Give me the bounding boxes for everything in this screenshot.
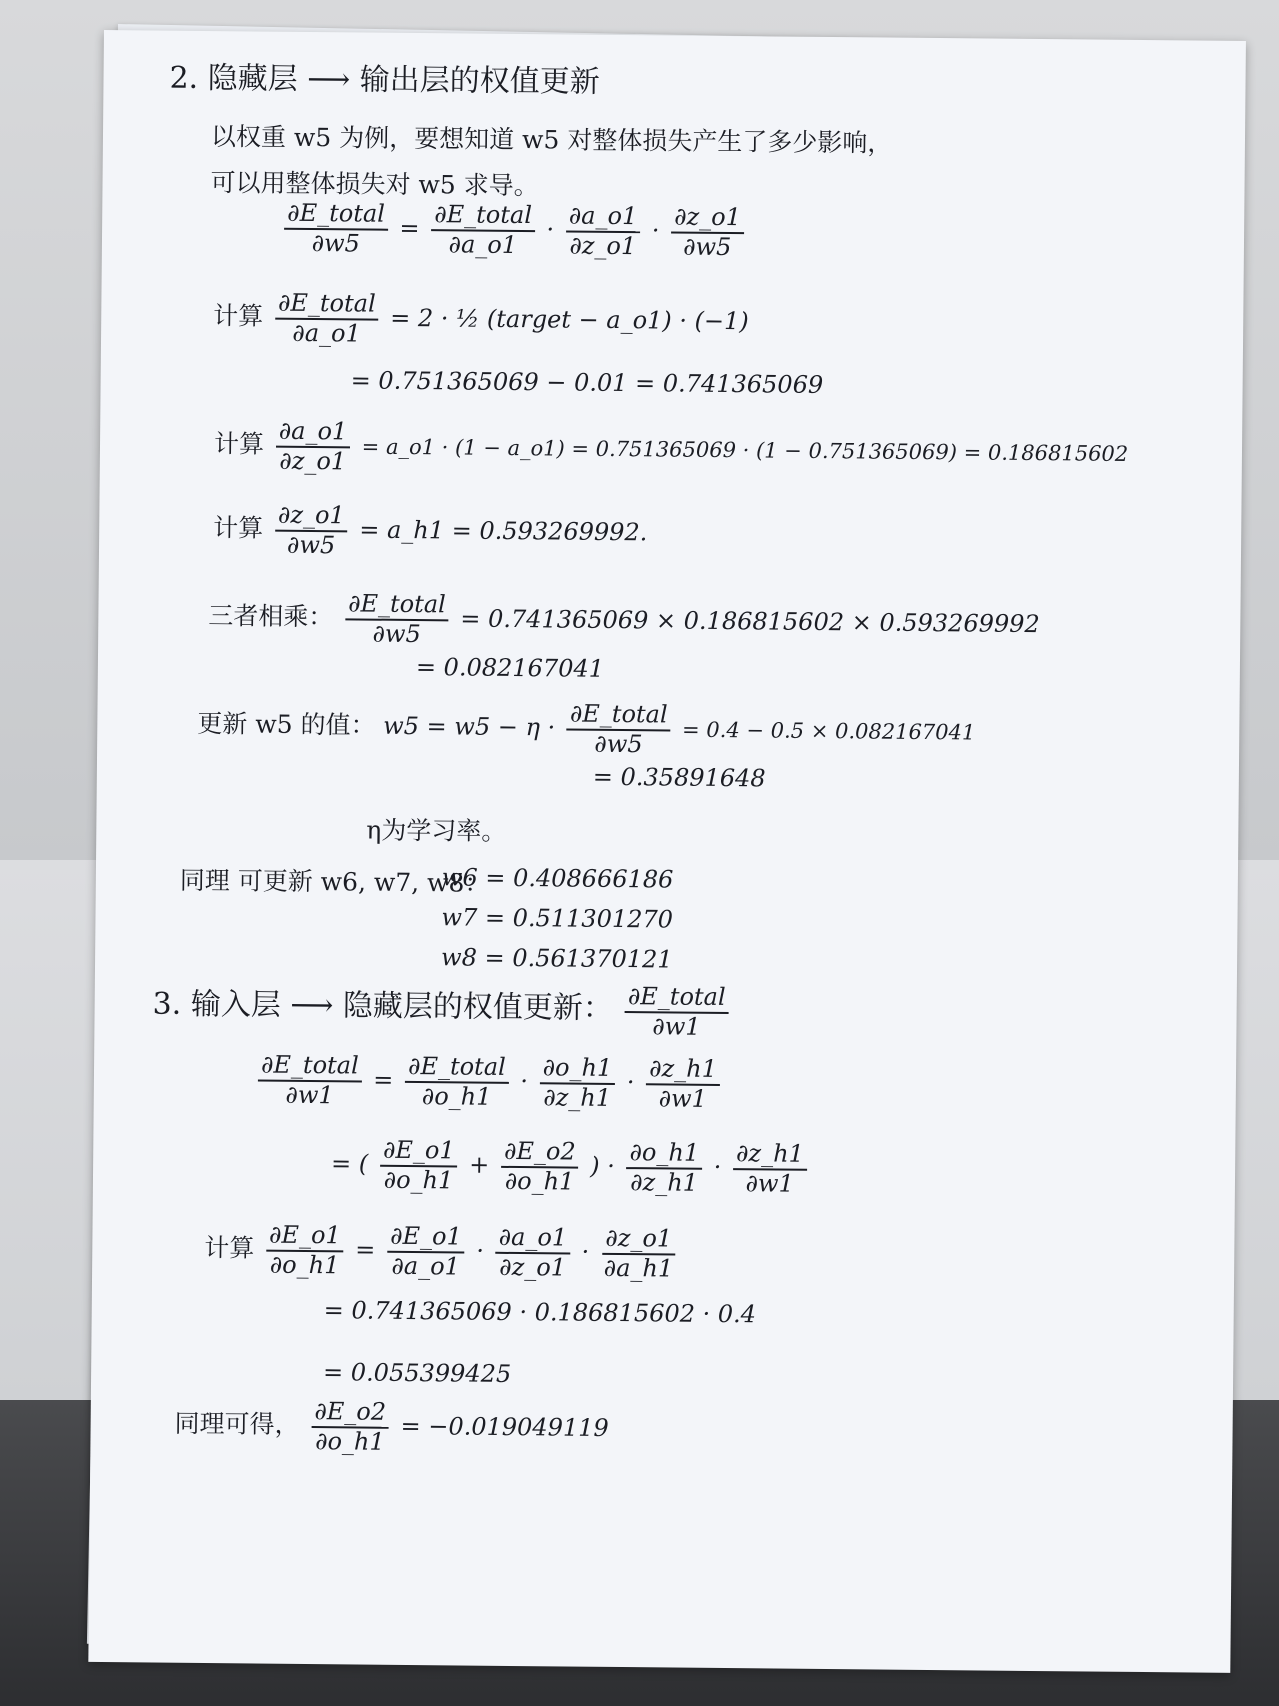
- multiply-label: 三者相乘：: [208, 601, 334, 632]
- fraction: $\frac{\text{∂E\_total}}{\partial w1}$: [625, 983, 729, 1041]
- learning-rate-note: η为学习率。: [366, 815, 507, 846]
- update-w5-result: = 0.35891648: [592, 762, 766, 793]
- similar-label: 同理可得，: [174, 1408, 300, 1440]
- fraction: $\frac{\partial z\_o1}{\partial a\_h1}$: [603, 1223, 674, 1283]
- fraction: $\frac{\text{∂E\_total}}{\partial a\_o1}$: [431, 201, 535, 259]
- chain-rule-w1-expanded: = ( $\frac{\partial E\_o1}{\partial o\_h1}$ + $\frac{\partial E\_o2}{\partial o\_h1}$ ) · $\frac{\partial o\_h1}{\partial z\_h1}$ · $\frac{\partial z\_h1}{\partial w1}$: [331, 1136, 811, 1198]
- step-2-da-dz: 计算 $\frac{\partial a\_o1}{\partial z\_o1}$ = a_o1 · (1 − a_o1) = 0.751365069 · (1 − 0.751365069) = 0.186815602: [213, 416, 1129, 475]
- calc-row-2: = 0.055399425: [322, 1358, 512, 1388]
- fraction: $\frac{\text{∂E\_total}}{\partial a\_o1}$: [275, 290, 379, 348]
- fraction: $\frac{\partial E\_o1}{\partial o\_h1}$: [380, 1137, 458, 1195]
- fraction: $\frac{\text{∂E\_total}}{\partial o\_h1}$: [405, 1053, 509, 1111]
- multiply-step: 三者相乘： $\frac{\text{∂E\_total}}{\partial w5}$ = 0.741365069 × 0.186815602 × 0.593269992: [208, 589, 1040, 648]
- calc-label: 计算: [204, 1233, 255, 1263]
- fraction: $\frac{\text{∂E\_total}}{\partial w5}$: [567, 700, 671, 758]
- fraction: $\frac{\text{∂E\_total}}{\partial w1}$: [258, 1052, 362, 1110]
- w7-value: w7 = 0.511301270: [441, 903, 674, 934]
- fraction: $\frac{\partial E\_o2}{\partial o\_h1}$: [501, 1138, 579, 1196]
- fraction: $\frac{\text{∂E\_total}}{\partial w5}$: [345, 590, 449, 648]
- step-1-dE-da: 计算 $\frac{\text{∂E\_total}}{\partial a\_o1}$ = 2 · ½ (target − a_o1) · (−1): [213, 288, 749, 348]
- notes-page: [88, 30, 1246, 1673]
- calc-row-1: = 0.741365069 · 0.186815602 · 0.4: [323, 1296, 757, 1329]
- section-2-heading: 2. 隐藏层 ⟶ 输出层的权值更新: [169, 60, 600, 100]
- similar-dEo2: 同理可得， $\frac{\partial E\_o2}{\partial o\_h1}$ = −0.019049119: [174, 1397, 609, 1456]
- fraction: $\frac{\partial a\_o1}{\partial z\_o1}$: [495, 1224, 570, 1282]
- fraction: $\frac{\partial a\_o1}{\partial z\_o1}$: [275, 418, 350, 476]
- section-2-intro-line2: 可以用整体损失对 w5 求导。: [210, 168, 539, 201]
- calc-label: 计算: [213, 429, 265, 459]
- fraction: $\frac{\partial z\_o1}{\partial w5}$: [275, 502, 348, 560]
- update-label: 更新 w5 的值：: [197, 709, 376, 740]
- calc-dEo1-doh1: 计算 $\frac{\partial E\_o1}{\partial o\_h1}$ = $\frac{\partial E\_o1}{\partial a\_o1}$ · $\frac{\partial a\_o1}{\partial z\_o1}$ · $\frac{\partial z\_o1}{\partial a\_h1}$: [204, 1221, 681, 1283]
- chain-rule-w5: $\frac{\text{∂E\_total}}{\partial w5}$ = $\frac{\text{∂E\_total}}{\partial a\_o1}$ · $\frac{\partial a\_o1}{\partial z\_o1}$ · $\frac{\partial z\_o1}{\partial w5}$: [280, 200, 748, 262]
- multiply-result: = 0.082167041: [415, 653, 605, 683]
- fraction: $\frac{\partial z\_o1}{\partial w5}$: [671, 203, 744, 261]
- fraction: $\frac{\partial z\_h1}{\partial w1}$: [646, 1055, 720, 1113]
- calc-label: 计算: [213, 513, 264, 543]
- section-3-heading: 3. 输入层 ⟶ 隐藏层的权值更新： $\frac{\text{∂E\_total}}{\partial w1}$: [152, 979, 732, 1042]
- w8-value: w8 = 0.561370121: [440, 943, 673, 974]
- update-w5: 更新 w5 的值： w5 = w5 − η · $\frac{\text{∂E\_total}}{\partial w5}$ = 0.4 − 0.5 × 0.082167041: [197, 699, 976, 758]
- step-3-dz-dw: 计算 $\frac{\partial z\_o1}{\partial w5}$ = a_h1 = 0.593269992.: [213, 500, 648, 559]
- chain-rule-w1: $\frac{\text{∂E\_total}}{\partial w1}$ = $\frac{\text{∂E\_total}}{\partial o\_h1}$ · $\frac{\partial o\_h1}{\partial z\_h1}$ · $\frac{\partial z\_h1}{\partial w1}$: [254, 1051, 724, 1113]
- fraction: $\frac{\text{∂E\_total}}{\partial w5}$: [284, 200, 388, 258]
- calc-label: 计算: [213, 301, 264, 331]
- fraction: $\frac{\partial o\_h1}{\partial z\_h1}$: [539, 1054, 615, 1112]
- fraction: $\frac{\partial a\_o1}{\partial z\_o1}$: [565, 202, 640, 260]
- section-2-intro-line1: 以权重 w5 为例，要想知道 w5 对整体损失产生了多少影响，: [210, 122, 893, 158]
- step-1-result: = 0.751365069 − 0.01 = 0.741365069: [350, 366, 824, 399]
- fraction: $\frac{\partial o\_h1}{\partial z\_h1}$: [626, 1139, 702, 1197]
- similar-update-label: 同理 可更新 w6, w7, w8：: [179, 865, 490, 898]
- fraction: $\frac{\partial z\_h1}{\partial w1}$: [733, 1140, 807, 1198]
- w6-value: w6 = 0.408666186: [441, 863, 674, 894]
- fraction: $\frac{\partial E\_o1}{\partial a\_o1}$: [387, 1223, 465, 1281]
- fraction: $\frac{\partial E\_o1}{\partial o\_h1}$: [266, 1222, 344, 1280]
- fraction: $\frac{\partial E\_o2}{\partial o\_h1}$: [311, 1398, 389, 1456]
